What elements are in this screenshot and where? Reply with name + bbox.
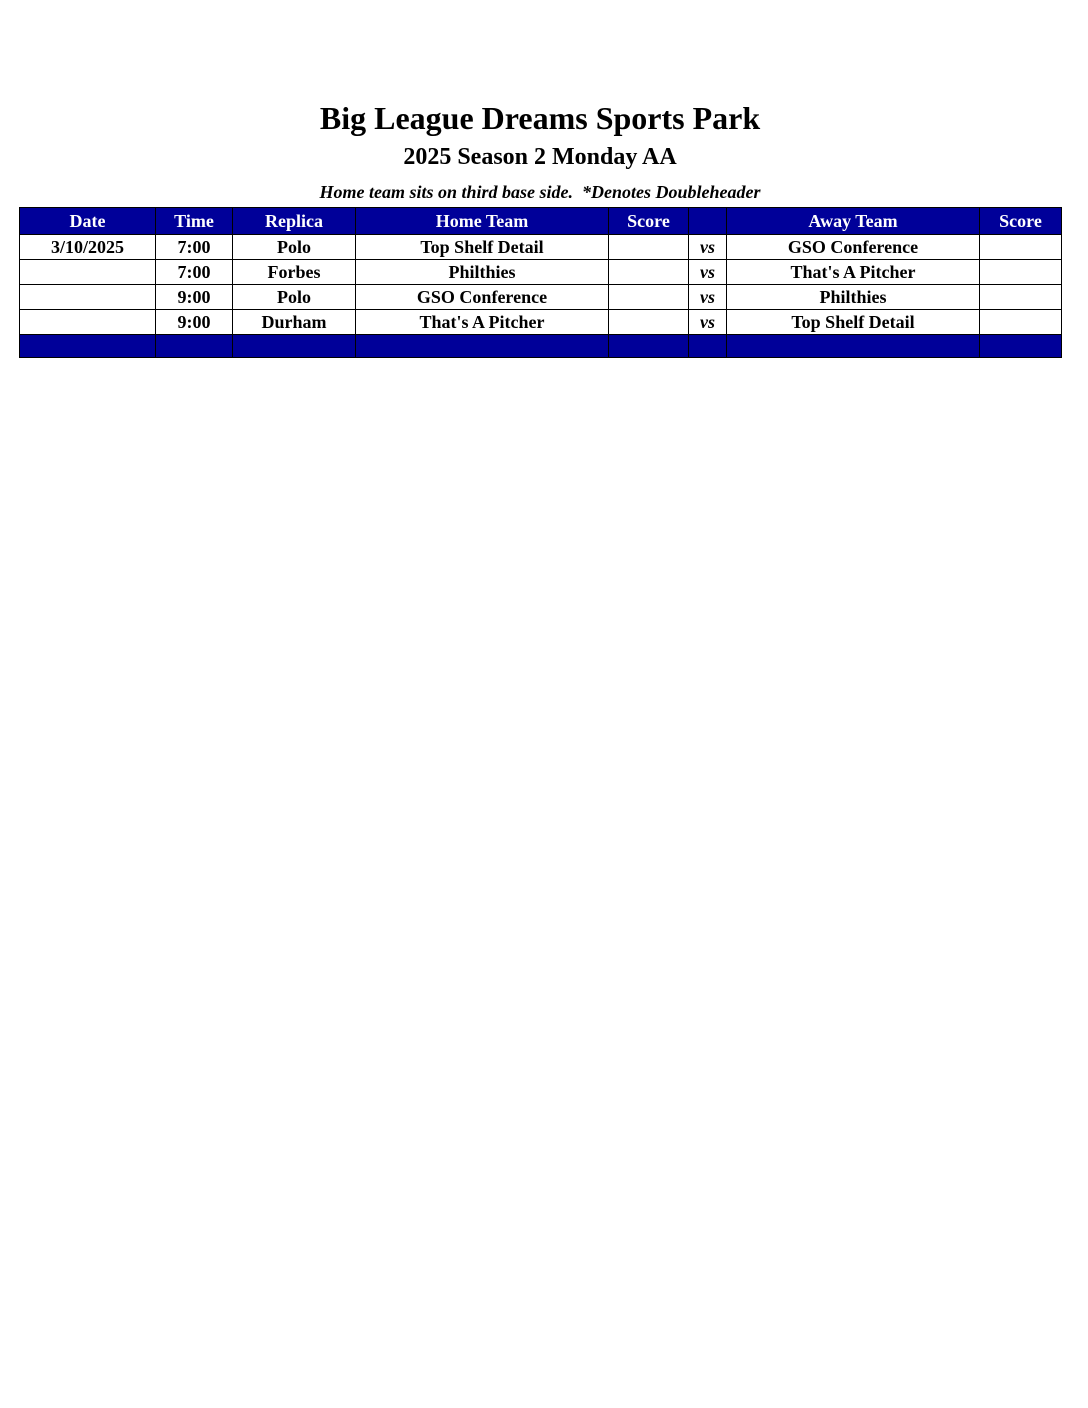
cell-date — [20, 285, 156, 310]
column-header-replica: Replica — [233, 208, 356, 235]
footer-band-cell — [20, 335, 156, 358]
footer-band-row — [20, 335, 1062, 358]
cell-time: 7:00 — [156, 235, 233, 260]
cell-home-score — [609, 285, 689, 310]
cell-vs: vs — [689, 310, 727, 335]
table-row — [20, 310, 1062, 335]
table-row — [20, 260, 1062, 285]
cell-home-team: That's A Pitcher — [356, 310, 609, 335]
header-row — [20, 208, 1062, 235]
cell-date: 3/10/2025 — [20, 235, 156, 260]
cell-vs: vs — [689, 235, 727, 260]
footer-band-cell — [689, 335, 727, 358]
cell-away-score — [980, 235, 1062, 260]
cell-replica: Forbes — [233, 260, 356, 285]
column-header-home-team: Home Team — [356, 208, 609, 235]
cell-replica: Polo — [233, 285, 356, 310]
schedule-note: Home team sits on third base side. *Denotes Doubleheader — [319, 182, 761, 202]
cell-away-team: Philthies — [727, 285, 980, 310]
column-header-home-score: Score — [609, 208, 689, 235]
cell-away-score — [980, 310, 1062, 335]
column-header-away-team: Away Team — [727, 208, 980, 235]
page-title: Big League Dreams Sports Park — [319, 100, 761, 136]
cell-date — [20, 310, 156, 335]
cell-away-score — [980, 285, 1062, 310]
cell-vs: vs — [689, 260, 727, 285]
cell-home-team: GSO Conference — [356, 285, 609, 310]
cell-date — [20, 260, 156, 285]
footer-band-cell — [356, 335, 609, 358]
cell-home-score — [609, 260, 689, 285]
cell-time: 9:00 — [156, 310, 233, 335]
column-header-time: Time — [156, 208, 233, 235]
footer-band-cell — [980, 335, 1062, 358]
column-header-vs — [689, 208, 727, 235]
cell-home-score — [609, 235, 689, 260]
cell-home-team: Philthies — [356, 260, 609, 285]
cell-time: 7:00 — [156, 260, 233, 285]
schedule-table — [19, 207, 1062, 358]
cell-home-team: Top Shelf Detail — [356, 235, 609, 260]
cell-time: 9:00 — [156, 285, 233, 310]
footer-band-cell — [233, 335, 356, 358]
table-row — [20, 235, 1062, 260]
cell-away-team: Top Shelf Detail — [727, 310, 980, 335]
column-header-date: Date — [20, 208, 156, 235]
cell-home-score — [609, 310, 689, 335]
footer-band-cell — [727, 335, 980, 358]
page-subtitle: 2025 Season 2 Monday AA — [403, 144, 677, 170]
footer-band-cell — [609, 335, 689, 358]
cell-away-team: That's A Pitcher — [727, 260, 980, 285]
cell-replica: Durham — [233, 310, 356, 335]
cell-vs: vs — [689, 285, 727, 310]
cell-away-score — [980, 260, 1062, 285]
cell-away-team: GSO Conference — [727, 235, 980, 260]
column-header-away-score: Score — [980, 208, 1062, 235]
table-row — [20, 285, 1062, 310]
footer-band-cell — [156, 335, 233, 358]
cell-replica: Polo — [233, 235, 356, 260]
